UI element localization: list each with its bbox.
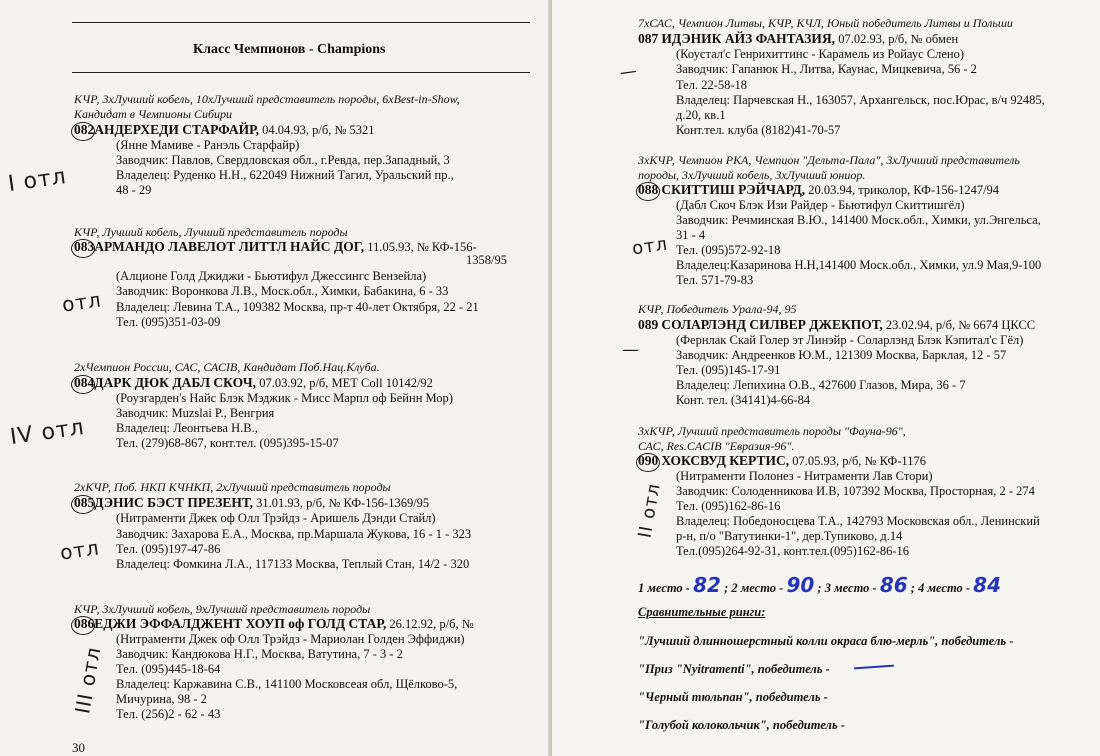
place-1-value: 82 [693, 573, 721, 597]
entry-line: Владелец: Победоносцева Т.А., 142793 Московская обл., Ленинский [676, 514, 1040, 528]
dog-name: ХОКСВУД КЕРТИС, [661, 453, 790, 468]
page-header-title: Класс Чемпионов - Champions [193, 42, 386, 57]
entry-line: (Нитраменти Полонез - Нитраменти Лав Стори) [676, 469, 933, 483]
entry-heading [638, 31, 958, 47]
dog-name: СКИТТИШ РЭЙЧАРД, [661, 182, 806, 197]
entry-number: 089 [638, 317, 659, 332]
entry-line: Владелец:Казаринова Н.Н,141400 Моск.обл., Химки, ул.9 Мая,9-100 [676, 258, 1042, 272]
entry-details: 31.01.93, р/б, № КФ-156-1369/95 [252, 496, 430, 510]
entry-line: Заводчик: Речминская В.Ю., 141400 Моск.обл., Химки, ул.Энгельса, [676, 213, 1041, 227]
entry-line: (Алционе Голд Джиджи - Бьютифул Джессингс Вензейла) [116, 269, 427, 283]
place-2-label: ; 2 место - [724, 581, 784, 595]
handwritten-grade: I отл [6, 164, 69, 197]
entry-line: Заводчик: Гапанюк Н., Литва, Каунас, Мицкевича, 56 - 2 [676, 62, 977, 76]
entry-line: 31 - 4 [676, 228, 706, 242]
entry-details: 07.05.93, р/б, № КФ-1176 [789, 454, 926, 468]
entry-line: Владелец: Фомкина Л.А., 117133 Москва, Теплый Стан, 14/2 - 320 [116, 557, 470, 571]
entry-details: 26.12.92, р/б, № [386, 617, 474, 631]
dog-name: СОЛАРЛЭНД СИЛВЕР ДЖЕКПОТ, [661, 317, 883, 332]
entry-line: Заводчик: Андреенков Ю.М., 121309 Москва, Барклая, 12 - 57 [676, 348, 1007, 362]
entry-line: Владелец: Левина Т.А., 109382 Москва, пр-т 40-лет Октября, 22 - 21 [116, 300, 479, 314]
entry-line: Владелец: Леонтьева Н.В., [116, 421, 258, 435]
entry-titles: 2хКЧР, Поб. НКП КЧНКП, 2хЛучший представитель породы [74, 480, 391, 494]
entry-titles: 3хКЧР, Лучший представитель породы "Фауна-96", [638, 424, 906, 438]
place-1-label: 1 место - [638, 581, 690, 595]
entry-line: Тел. (095)572-92-18 [676, 243, 781, 257]
entry-line: Владелец: Каржавина С.В., 141100 Московсеая обл, Щёлково-5, [116, 677, 458, 691]
entry-details: 07.02.93, р/б, № обмен [835, 32, 959, 46]
entry-line: (Нитраменти Джек оф Олл Трэйдз - Мариолан Голден Эффиджи) [116, 632, 465, 646]
entry-heading [638, 182, 999, 198]
entry-titles: КЧР, Лучший кобель, Лучший представитель породы [74, 225, 348, 239]
entry-line: Тел. (095)197-47-86 [116, 542, 221, 556]
handwritten-grade: III отл [70, 644, 106, 716]
entry-number: 084 [74, 375, 95, 390]
entry-line: Тел. (256)2 - 62 - 43 [116, 707, 221, 721]
entry-line: Владелец: Парчевская Н., 163057, Архангельск, пос.Юрас, в/ч 92485, [676, 93, 1045, 107]
entry-line: Владелец: Руденко Н.Н., 622049 Нижний Тагил, Уральский пр., [116, 168, 454, 182]
entry-heading [74, 495, 429, 511]
header-rule-top [72, 22, 530, 23]
entry-details: 04.04.93, р/б, № 5321 [259, 123, 375, 137]
entry-number: 088 [638, 182, 659, 197]
entry-line: (Нитраменти Джек оф Олл Трэйдз - Аришель Дэнди Стайл) [116, 511, 436, 525]
entry-details: 20.03.94, триколор, КФ-156-1247/94 [805, 183, 1000, 197]
entry-line: (Роузгарден's Найс Блэк Мэджик - Мисс Марпл оф Бейнн Мор) [116, 391, 453, 405]
entry-line: Тел. (095)145-17-91 [676, 363, 781, 377]
place-3-value: 86 [879, 573, 908, 597]
entry-line: Тел.(095)264-92-31, конт.тел.(095)162-86-16 [676, 544, 910, 558]
handwritten-mark: — [618, 60, 640, 84]
entry-titles: 3хКЧР, Чемпион РКА, Чемпион "Дельта-Пала", 3хЛучший представитель [638, 153, 1020, 167]
place-4-label: ; 4 место - [910, 581, 971, 595]
entry-titles: КЧР, 3хЛучший кобель, 10хЛучший представитель породы, 6хBest-in-Show, [74, 92, 460, 106]
place-3-label: ; 3 место - [817, 581, 877, 595]
entry-titles: 2хЧемпион России, САС, САСIB, Кандидат Поб.Нац.Клуба. [74, 360, 380, 374]
dog-name: АРМАНДО ЛАВЕЛОТ ЛИТТЛ НАЙС ДОГ, [94, 239, 365, 254]
dog-name: ДАРК ДЮК ДАБЛ СКОЧ, [94, 375, 257, 390]
placements-row [638, 573, 1001, 597]
entry-line: Заводчик: Воронкова Л.В., Моск.обл., Химки, Бабакина, 6 - 33 [116, 284, 449, 298]
entry-heading [638, 317, 1035, 333]
dog-name: ДЭНИС БЭСТ ПРЕЗЕНТ, [94, 495, 253, 510]
entry-heading [74, 375, 433, 391]
entry-titles: 7хСАС, Чемпион Литвы, КЧР, КЧЛ, Юный победитель Литвы и Польши [638, 16, 1013, 30]
handwritten-grade: II отл [634, 481, 665, 540]
entry-titles: КЧР, 3хЛучший кобель, 9хЛучший представитель породы [74, 602, 371, 616]
blue-ink-dash [854, 665, 894, 670]
ring-entry: "Черный тюльпан", победитель - [638, 690, 828, 704]
entry-number: 090 [638, 453, 659, 468]
ring-entry: "Приз "Nyitramenti", победитель - [638, 662, 830, 676]
entry-line: Тел. (095)445-18-64 [116, 662, 221, 676]
entry-line: Тел. 22-58-18 [676, 78, 748, 92]
entry-line: Заводчик: Захарова Е.А., Москва, пр.Маршала Жукова, 16 - 1 - 323 [116, 527, 472, 541]
entry-titles: породы, 3хЛучший кобель, 3хЛучший юниор. [638, 168, 866, 182]
entry-line: Тел. (279)68-867, конт.тел. (095)395-15-07 [116, 436, 339, 450]
entry-titles: САС, Res.CACIB "Евразия-96". [638, 439, 795, 453]
dog-name: ИДЭНИК АЙЗ ФАНТАЗИЯ, [661, 31, 836, 46]
entry-number: 082 [74, 122, 95, 137]
entry-line: р-н, п/о "Ватутинки-1", дер.Тупиково, д.14 [676, 529, 903, 543]
entry-line: (Дабл Скоч Блэк Изи Райдер - Бьютифул Скиттишгёл) [676, 198, 965, 212]
ring-entry: "Лучший длинношерстный колли окраса блю-мерль", победитель - [638, 634, 1014, 648]
entry-line: Тел. (095)162-86-16 [676, 499, 781, 513]
entry-titles: Кандидат в Чемпионы Сибири [74, 107, 233, 121]
entry-line: Конт.тел. клуба (8182)41-70-57 [676, 123, 841, 137]
entry-titles: КЧР, Победитель Урала-94, 95 [638, 302, 797, 316]
entry-details: 23.02.94, р/б, № 6674 ЦКСС [882, 318, 1036, 332]
comparative-rings-title: Сравнительные ринги: [638, 605, 766, 619]
entry-heading [74, 616, 474, 632]
entry-heading [74, 239, 477, 255]
entry-line: Владелец: Лепихина О.В., 427600 Глазов, Мира, 36 - 7 [676, 378, 966, 392]
handwritten-grade: отл [58, 535, 102, 565]
entry-number: 083 [74, 239, 95, 254]
entry-line: Заводчик: Кандюкова Н.Г., Москва, Ватутина, 7 - 3 - 2 [116, 647, 403, 661]
entry-number: 087 [638, 31, 659, 46]
entry-line: Заводчик: Павлов, Свердловская обл., г.Ревда, пер.Западный, 3 [116, 153, 450, 167]
dog-name: АНДЕРХЕДИ СТАРФАЙР, [94, 122, 260, 137]
entry-heading [638, 453, 926, 469]
entry-details: 11.05.93, № КФ-156- [364, 240, 477, 254]
header-rule-bottom [72, 72, 530, 73]
entry-heading [74, 122, 375, 138]
entry-number: 086 [74, 616, 95, 631]
entry-line: д.20, кв.1 [676, 108, 726, 122]
entry-details: 07.03.92, р/б, МЕТ Coll 10142/92 [256, 376, 433, 390]
entry-line: Конт. тел. (34141)4-66-84 [676, 393, 811, 407]
entry-line: Заводчик: Солоденникова И.В, 107392 Москва, Просторная, 2 - 274 [676, 484, 1035, 498]
place-2-value: 90 [786, 573, 815, 597]
ring-entry: "Голубой колокольчик", победитель - [638, 718, 845, 732]
place-4-value: 84 [973, 573, 1002, 597]
entry-line: (Фернлак Скай Голер эт Линэйр - Соларлэнд Блэк Кэпитал'с Гёл) [676, 333, 1024, 347]
entry-line: 48 - 29 [116, 183, 152, 197]
entry-number: 085 [74, 495, 95, 510]
handwritten-mark: — [622, 340, 640, 360]
right-page [552, 0, 1100, 756]
handwritten-grade: отл [630, 233, 670, 260]
entry-line: Мичурина, 98 - 2 [116, 692, 207, 706]
dog-name: ЕДЖИ ЭФФАЛДЖЕНТ ХОУП оф ГОЛД СТАР, [94, 616, 387, 631]
entry-details-continued: 1358/95 [466, 253, 507, 267]
entry-line: Тел. 571-79-83 [676, 273, 754, 287]
handwritten-grade: IV отл [8, 414, 87, 451]
handwritten-grade: отл [60, 287, 104, 317]
entry-line: Тел. (095)351-03-09 [116, 315, 221, 329]
entry-line: Заводчик: Muzslai P., Венгрия [116, 406, 275, 420]
page-number: 30 [72, 740, 85, 755]
entry-line: (Янне Мамиве - Ранэль Старфайр) [116, 138, 300, 152]
entry-line: (Коустал'с Генрихиттинс - Карамель из Ройаус Слено) [676, 47, 964, 61]
